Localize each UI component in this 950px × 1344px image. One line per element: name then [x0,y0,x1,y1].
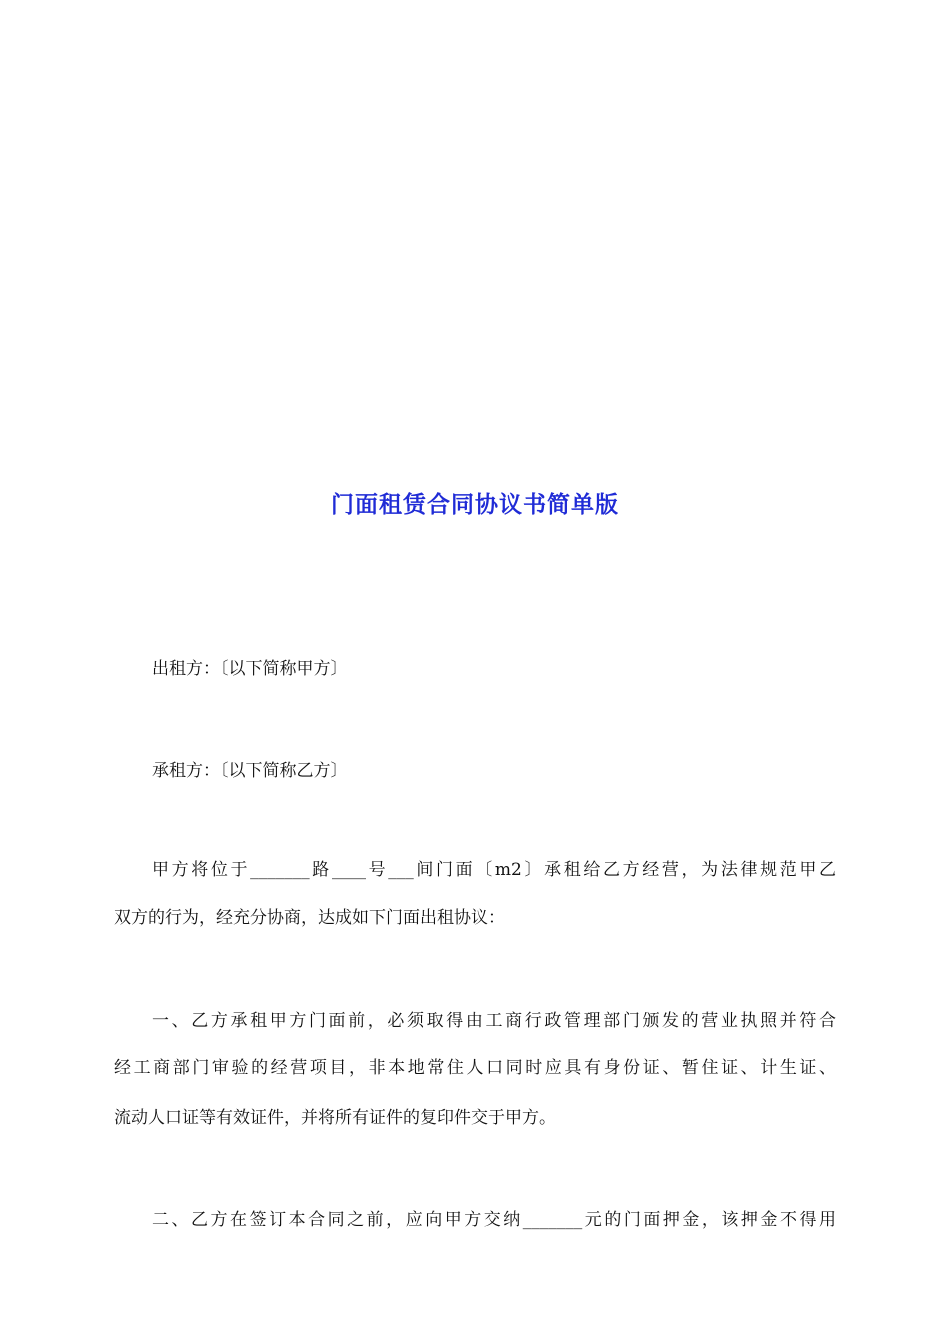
clause-2-line-1: 二、乙方在签订本合同之前，应向甲方交纳_______元的门面押金，该押金不得用 [152,1210,836,1230]
clause-1-line-3: 流动人口证等有效证件，并将所有证件的复印件交于甲方。 [114,1108,556,1128]
clause-1-line-1: 一、乙方承租甲方门面前，必须取得由工商行政管理部门颁发的营业执照并符合 [152,1011,836,1031]
document-title: 门面租赁合同协议书简单版 [331,491,619,518]
lessor-line: 出租方：〔以下简称甲方〕 [152,659,348,679]
clause-1-line-2: 经工商部门审验的经营项目，非本地常住人口同时应具有身份证、暂住证、计生证、 [114,1058,836,1078]
lessee-line: 承租方：〔以下简称乙方〕 [152,761,348,781]
intro-paragraph-line-1: 甲方将位于_______路____号___间门面〔m2〕承租给乙方经营，为法律规范甲乙 [152,860,836,880]
intro-paragraph-line-2: 双方的行为，经充分协商，达成如下门面出租协议： [114,908,505,928]
